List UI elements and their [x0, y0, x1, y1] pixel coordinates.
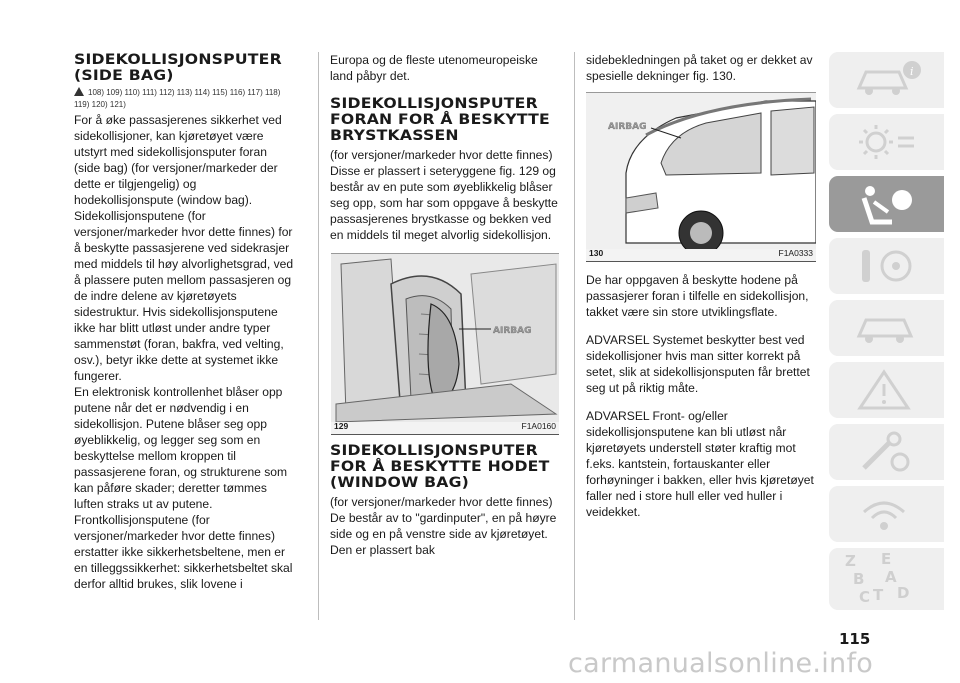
paragraph: (for versjoner/markeder hvor dette finnes)	[330, 495, 553, 509]
warning-paragraph: ADVARSEL Systemet beskytter best ved sidekollisjoner hvis man sitter korrekt på setet, slik at sidekollisjonsputen får brettet seg ut på riktig måte.	[586, 333, 810, 395]
index-letter: C	[859, 588, 871, 606]
car-info-icon	[854, 58, 924, 102]
tab-emergency[interactable]	[829, 362, 944, 418]
tab-starting-driving[interactable]	[829, 238, 944, 294]
index-letter: A	[885, 568, 897, 586]
tab-multimedia[interactable]	[829, 486, 944, 542]
paragraph: sidebekledningen på taket og er dekket av spesielle dekninger fig. 130.	[586, 53, 813, 83]
svg-text:i: i	[910, 65, 914, 78]
figure-code: F1A0160	[521, 421, 556, 431]
index-letter: Z	[845, 552, 856, 570]
paragraph: En elektronisk kontrollenhet blåser opp putene når det er nødvendig i en sidekollisjon. Putene blåser seg opp øyeblikkelig, og legger seg som en beskyttelse mellom kroppen til passasjerene foran, og strukturene som kan påføre skader; deretter tømmes luften straks ut av putene.	[74, 385, 288, 511]
warning-triangle-icon	[74, 87, 84, 96]
refs-line-1: 108) 109) 110) 111) 112) 113) 114) 115) 116) 117) 118)	[88, 88, 281, 97]
paragraph: Frontkollisjonsputene (for versjoner/markeder hvor dette finnes) erstatter ikke sikkerhetsbeltene, men er en tilleggssikkerhet: sikkerhetsbeltet skal derfor alltid brukes, slik lovene i	[74, 513, 293, 591]
index-letter: D	[897, 584, 910, 602]
page-number: 115	[839, 630, 871, 648]
paragraph: (for versjoner/markeder hvor dette finnes)	[330, 148, 553, 162]
paragraph: Europa og de fleste utenomeuropeiske land påbyr det.	[330, 53, 538, 83]
alphabetical-index-icon	[841, 550, 921, 606]
figure-number: 129	[334, 421, 349, 431]
figure-code: F1A0333	[778, 248, 813, 258]
paragraph: Disse er plassert i seteryggene fig. 129 og består av en pute som øyeblikkelig blåser seg opp, som har som oppgave å beskytte passasjerenes brystkasse og bekken ved en middels til meget alvorlig sidekollisjon.	[330, 164, 558, 242]
index-letter: T	[873, 586, 884, 604]
seat-illustration	[331, 254, 559, 422]
refs-line-2: 119) 120) 121)	[74, 100, 126, 109]
paragraph: De består av to "gardinputer", en på høyre side og en på venstre side av kjøretøyet. Den er plassert bak	[330, 511, 557, 557]
column-divider	[574, 52, 575, 620]
paragraph: De har oppgaven å beskytte hodene på passasjerer foran i tilfelle en sidekollisjon, takket være sin store utviklingsflate.	[586, 273, 809, 319]
watermark[interactable]: carmanualsonline.info	[568, 648, 874, 679]
section-heading-window-bag: SIDEKOLLISJONSPUTER FOR Å BESKYTTE HODET (WINDOW BAG)	[330, 443, 550, 491]
index-letter: B	[853, 570, 865, 588]
figure-caption	[334, 421, 556, 431]
airbag-label: AIRBAG	[608, 122, 647, 132]
warning-paragraph: ADVARSEL Front- og/eller sidekollisjonsputene kan bli utløst når kjøretøyets understell støter kraftig mot f.eks. kantstein, fortauskanter eller forhøyninger i bakken, eller hvis kjøretøyet faller ned i store hull eller ved huller i veidekket.	[586, 409, 814, 519]
column-middle	[330, 52, 559, 558]
key-steering-icon	[854, 244, 924, 288]
section-heading-chest-airbag: SIDEKOLLISJONSPUTER FORAN FOR Å BESKYTTE BRYSTKASSEN	[330, 96, 550, 144]
tab-vehicle-info[interactable]	[829, 52, 944, 108]
warning-references	[74, 87, 296, 111]
paragraph: For å øke passasjerenes sikkerhet ved sidekollisjoner, kan kjøretøyet være utstyrt med sidekollisjonsputer foran (side bag) (for versjoner/markeder der dette er tilgjengelig) og hodekollisjonspute (window bag).	[74, 113, 282, 207]
column-left	[74, 52, 296, 592]
figure-number: 130	[589, 248, 604, 258]
index-letter: E	[881, 550, 892, 568]
dashboard-lights-icon	[854, 120, 924, 164]
tab-index[interactable]	[829, 548, 944, 610]
seat-airbag-icon	[854, 182, 924, 226]
multimedia-icon	[854, 492, 924, 536]
wrench-tools-icon	[854, 430, 924, 474]
airbag-label: AIRBAG	[493, 326, 532, 336]
figure-caption	[589, 248, 813, 258]
tab-dashboard[interactable]	[829, 114, 944, 170]
car-maintenance-icon	[854, 306, 924, 350]
van-illustration	[586, 93, 816, 249]
tab-technical-data[interactable]	[829, 424, 944, 480]
chapter-tabs	[829, 52, 944, 616]
column-right	[586, 52, 816, 520]
tab-maintenance[interactable]	[829, 300, 944, 356]
column-divider	[318, 52, 319, 620]
warning-triangle-icon	[854, 368, 924, 412]
paragraph: Sidekollisjonsputene (for versjoner/markeder hvor dette finnes) for å beskytte passasjerene ved sidekrasjer med middels til høy alvorlighetsgrad, ved å plassere puten mellom passasjeren og de indre delene av kjøretøyets sidestruktur. Hvis sidekollisjonsputene ikke har blitt utløst under andre typer sammenstøt (foran, bakfra, ved velting, osv.), betyr ikke dette at systemet ikke fungerer.	[74, 209, 294, 383]
figure-129-seat-airbag	[331, 253, 559, 435]
section-heading-side-bag: SIDEKOLLISJONSPUTER (SIDE BAG)	[74, 52, 282, 84]
figure-130-window-bag	[586, 92, 816, 262]
tab-safety[interactable]	[829, 176, 944, 232]
